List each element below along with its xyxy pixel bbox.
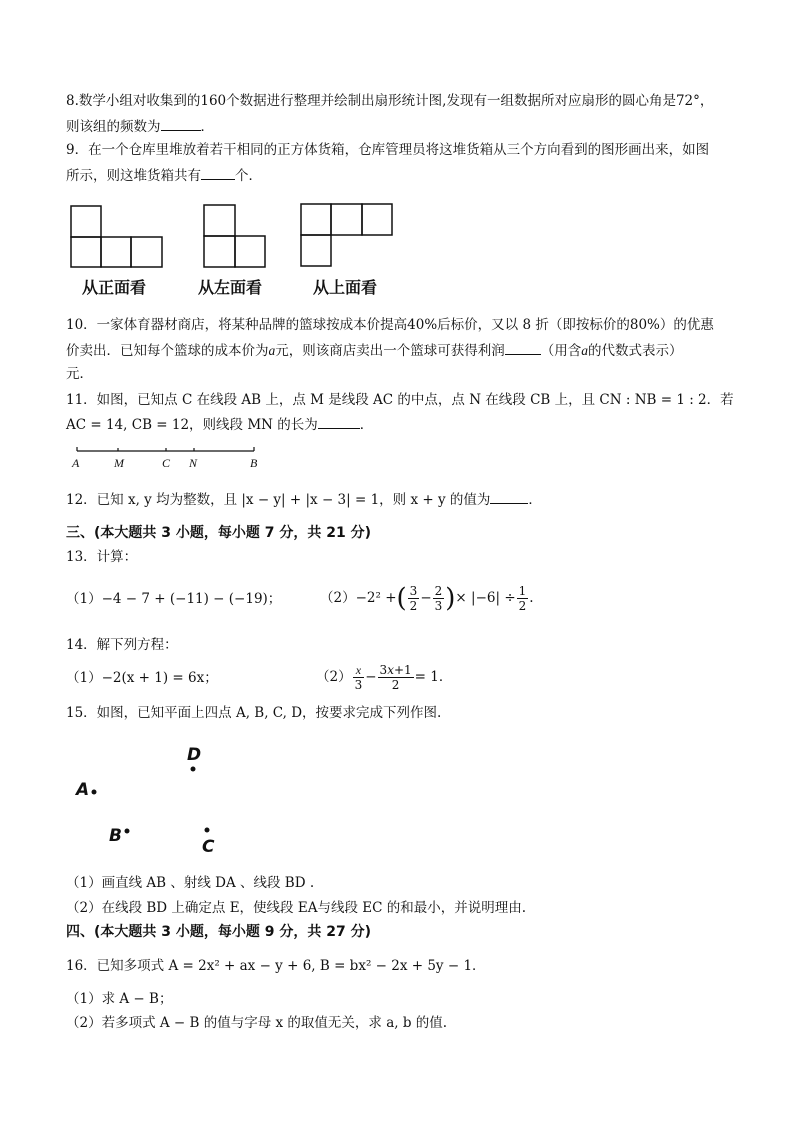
q13-part2: （2）−2² +( $\frac{3}{2}$ − $\frac{2}{3}$ )× |−6| ÷ $\frac{1}{2}$ .: [320, 583, 534, 614]
left-view-label: 从左面看: [198, 278, 263, 297]
q10-text-a: 价卖出．已知每个篮球的成本价为: [66, 343, 269, 359]
q14-part1: （1）−2(x + 1) = 6x；: [66, 670, 218, 686]
q16-title: 16．已知多项式 A = 2x² + ax − y + 6, B = bx² − 2x + 5y − 1．: [66, 958, 486, 974]
q15-title: 15．如图，已知平面上四点 A, B, C, D，按要求完成下列作图.: [66, 705, 442, 721]
q10-line1: 10．一家体育器材商店，将某种品牌的篮球按成本价提高40%后标价，又以 8 折（即按标价的80%）的优惠: [66, 317, 714, 333]
q8-line1: 8.数学小组对收集到的160个数据进行整理并绘制出扇形统计图,发现有一组数据所对应扇形的圆心角是72°，: [66, 93, 714, 109]
q9-end: 个．: [235, 168, 262, 184]
segment-point-c: C: [162, 456, 171, 470]
q10-text-d: 的代数式表示）: [588, 343, 683, 359]
q15-part1: （1）画直线 AB 、射线 DA 、线段 BD .: [66, 875, 315, 891]
segment-point-n: N: [189, 456, 198, 470]
top-view-label: 从上面看: [313, 278, 378, 297]
frac-1-2: $\frac{1}{2}$: [518, 584, 527, 613]
q14-p2-text: （2）: [316, 669, 352, 685]
point-d-label: D: [187, 745, 202, 765]
q13-p2-text2: × |−6| ÷: [455, 590, 516, 606]
q12-text: 12．已知 x, y 均为整数，且 |x − y| + |x − 3| = 1，则 x + y 的值为: [66, 492, 491, 508]
q9-text: 所示，则这堆货箱共有: [66, 168, 201, 184]
q16-part2: （2）若多项式 A − B 的值与字母 x 的取值无关，求 a, b 的值.: [66, 1015, 448, 1031]
q10-text-b: 元，则该商店卖出一个篮球可获得利润: [275, 343, 505, 359]
q10-var-a: a: [268, 343, 276, 358]
section-3-heading: 三、(本大题共 3 小题，每小题 7 分，共 21 分): [66, 525, 372, 541]
frac-3-2: $\frac{3}{2}$: [409, 584, 418, 613]
q14-title: 14．解下列方程：: [66, 637, 178, 653]
segment-point-a: A: [72, 456, 80, 470]
q8-text: 则该组的频数为: [66, 119, 161, 135]
q13-title: 13．计算：: [66, 549, 138, 565]
frac-x-3: $\frac{x}{3}$: [354, 663, 363, 692]
front-view-label: 从正面看: [82, 278, 147, 297]
q9-line1: 9．在一个仓库里堆放着若干相同的正方体货箱，仓库管理员将这堆货箱从三个方向看到的图形画出来，如图: [66, 142, 710, 158]
segment-point-m: M: [114, 456, 124, 470]
q8-end: ．: [200, 119, 214, 135]
frac-2-3: $\frac{2}{3}$: [434, 584, 443, 613]
q16-part1: （1）求 A − B；: [66, 991, 173, 1007]
point-a-label: A: [76, 780, 90, 800]
q10-line3: 元．: [66, 366, 93, 382]
q12-end: ．: [528, 492, 542, 508]
q11-text: AC = 14, CB = 12，则线段 MN 的长为: [66, 417, 318, 433]
frac-3x1-2: $\frac{3x+1}{2}$: [379, 663, 412, 692]
q11-end: ．: [359, 417, 374, 433]
point-c-label: C: [202, 837, 215, 857]
q15-part2: （2）在线段 BD 上确定点 E，使线段 EA与线段 EC 的和最小，并说明理由.: [66, 900, 527, 916]
q14-part2: （2） $\frac{x}{3}$ − $\frac{3x+1}{2}$ = 1．: [316, 663, 453, 692]
q13-part1: （1）−4 − 7 + (−11) − (−19)；: [66, 591, 282, 607]
q10-var-a2: a: [581, 343, 588, 358]
q14-p2-end: = 1．: [414, 669, 453, 685]
q10-text-c: （用含: [540, 343, 582, 359]
q11-line1: 11．如图，已知点 C 在线段 AB 上，点 M 是线段 AC 的中点，点 N 在线段 CB 上，且 CN : NB = 1 : 2．若: [66, 392, 734, 408]
point-b-label: B: [109, 826, 122, 846]
section-4-heading: 四、(本大题共 3 小题，每小题 9 分，共 27 分): [66, 924, 372, 940]
q13-p2-text: （2）−2² +: [320, 590, 397, 606]
segment-point-b: B: [250, 456, 258, 470]
